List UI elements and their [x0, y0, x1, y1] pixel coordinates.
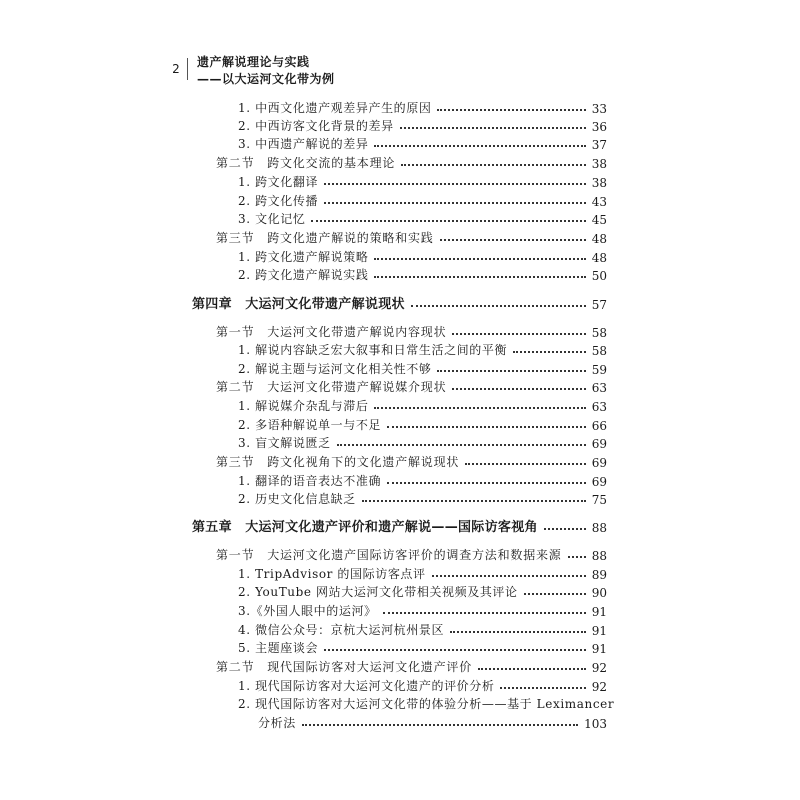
toc-entry: 1. 现代国际访客对大运河文化遗产的评价分析 92 — [238, 679, 607, 694]
toc-entry: 2. 历史文化信息缺乏 75 — [238, 492, 607, 507]
toc-entry: 1. 跨文化遗产解说策略 48 — [238, 250, 607, 265]
toc-chapter: 第五章 大运河文化遗产评价和遗产解说——国际访客视角 88 — [192, 520, 607, 535]
toc-entry: 5. 主题座谈会 91 — [238, 641, 607, 656]
toc-section: 第一节 大运河文化遗产国际访客评价的调查方法和数据来源 88 — [216, 548, 607, 563]
toc-entry: 3.《外国人眼中的运河》 91 — [238, 604, 607, 619]
toc-chapter: 第四章 大运河文化带遗产解说现状 57 — [192, 297, 607, 312]
toc-section: 第三节 跨文化遗产解说的策略和实践 48 — [216, 231, 607, 246]
toc-section: 第一节 大运河文化带遗产解说内容现状 58 — [216, 325, 607, 340]
toc-entry: 1. 跨文化翻译 38 — [238, 175, 607, 190]
toc-entry-continuation: 分析法 103 — [258, 716, 607, 731]
toc-entry: 1. 中西文化遗产观差异产生的原因 33 — [238, 101, 607, 116]
book-title: 遗产解说理论与实践 — [197, 55, 310, 69]
toc-section: 第二节 现代国际访客对大运河文化遗产评价 92 — [216, 660, 607, 675]
toc-entry: 3. 盲文解说匮乏 69 — [238, 436, 607, 451]
toc-entry: 2. 跨文化遗产解说实践 50 — [238, 268, 607, 283]
toc-section: 第三节 跨文化视角下的文化遗产解说现状 69 — [216, 455, 607, 470]
toc-section: 第二节 跨文化交流的基本理论 38 — [216, 156, 607, 171]
toc-entry: 4. 微信公众号：京杭大运河杭州景区 91 — [238, 623, 607, 638]
toc-entry: 3. 文化记忆 45 — [238, 212, 607, 227]
book-subtitle: ——以大运河文化带为例 — [197, 72, 335, 86]
toc-entry: 2. 跨文化传播 43 — [238, 194, 607, 209]
toc-entry: 2. 多语种解说单一与不足 66 — [238, 418, 607, 433]
page-number: 2 — [165, 58, 188, 80]
toc-entry: 2. 解说主题与运河文化相关性不够 59 — [238, 362, 607, 377]
toc-entry: 1. TripAdvisor 的国际访客点评 89 — [238, 567, 607, 582]
toc-entry: 3. 中西遗产解说的差异 37 — [238, 137, 607, 152]
toc-entry: 1. 解说内容缺乏宏大叙事和日常生活之间的平衡 58 — [238, 343, 607, 358]
toc-entry: 1. 翻译的语音表达不准确 69 — [238, 474, 607, 489]
toc-entry: 1. 解说媒介杂乱与滞后 63 — [238, 399, 607, 414]
toc-entry: 2. 中西访客文化背景的差异 36 — [238, 119, 607, 134]
toc-section: 第二节 大运河文化带遗产解说媒介现状 63 — [216, 380, 607, 395]
toc-entry: 2. YouTube 网站大运河文化带相关视频及其评论 90 — [238, 585, 607, 600]
toc-entry: 2. 现代国际访客对大运河文化带的体验分析——基于 Leximancer — [238, 697, 615, 711]
